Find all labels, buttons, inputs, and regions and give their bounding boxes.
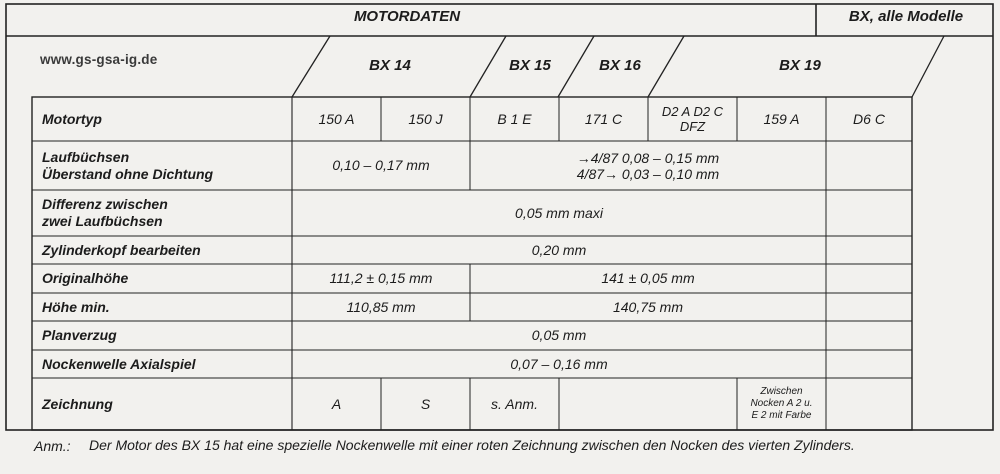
motortyp-cell: D6 C <box>853 110 885 127</box>
zeichnung-cell: S <box>420 395 431 412</box>
row-label-nockenwelle: Nockenwelle Axialspiel <box>42 355 196 372</box>
zeichnung-cell: s. Anm. <box>491 395 538 412</box>
motortyp-cell: 150 A <box>318 110 355 127</box>
row-label-zeichnung: Zeichnung <box>42 395 113 412</box>
value-cell: 0,05 mm <box>531 327 587 343</box>
model-bx16: BX 16 <box>599 57 641 74</box>
model-bx19: BX 19 <box>779 57 821 74</box>
row-label-zylinderkopf: Zylinderkopf bearbeiten <box>42 241 201 258</box>
models-caption: BX, alle Modelle <box>848 8 964 25</box>
row-label-laufbuechsen: Laufbüchsen Überstand ohne Dichtung <box>42 148 214 182</box>
motortyp-cell: B 1 E <box>497 110 532 127</box>
value-cell: 111,2 ± 0,15 mm <box>329 270 433 286</box>
row-label-hoehe-min: Höhe min. <box>42 298 110 315</box>
value-cell: 0,10 – 0,17 mm <box>332 157 430 173</box>
value-cell: 110,85 mm <box>346 298 416 315</box>
value-cell: 141 ± 0,05 mm <box>601 270 695 286</box>
zeichnung-cell: Zwischen Nocken A 2 u. E 2 mit Farbe <box>750 386 813 421</box>
note-label: Anm.: <box>34 438 71 454</box>
page-title: MOTORDATEN <box>353 8 461 25</box>
zeichnung-cell <box>826 378 912 430</box>
motortyp-cell: 150 J <box>408 110 443 127</box>
model-bx15: BX 15 <box>509 57 551 74</box>
motortyp-cell: D2 A D2 C DFZ <box>661 104 724 134</box>
row-label-planverzug: Planverzug <box>42 327 117 343</box>
model-bx14: BX 14 <box>369 57 411 74</box>
value-cell: 0,20 mm <box>531 241 587 258</box>
value-cell: 140,75 mm <box>612 298 684 315</box>
note-text: Der Motor des BX 15 hat eine spezielle Nockenwelle mit einer roten Zeichnung zwischen den Nocken des vierten Zylinders. <box>89 437 855 453</box>
row-label-differenz: Differenz zwischen zwei Laufbüchsen <box>42 196 168 229</box>
zeichnung-cell: A <box>331 395 342 412</box>
row-label-originalhoehe: Originalhöhe <box>42 270 129 286</box>
zeichnung-cell <box>559 378 737 430</box>
motortyp-cell: 159 A <box>763 110 800 127</box>
motortyp-cell: 171 C <box>584 110 623 127</box>
value-cell: →4/87 0,08 – 0,15 mm 4/87→ 0,03 – 0,10 mm <box>576 149 720 182</box>
website-watermark: www.gs-gsa-ig.de <box>40 52 158 67</box>
value-cell: 0,07 – 0,16 mm <box>510 355 608 372</box>
value-cell: 0,05 mm maxi <box>515 204 603 221</box>
row-label-motortyp: Motortyp <box>42 110 102 127</box>
